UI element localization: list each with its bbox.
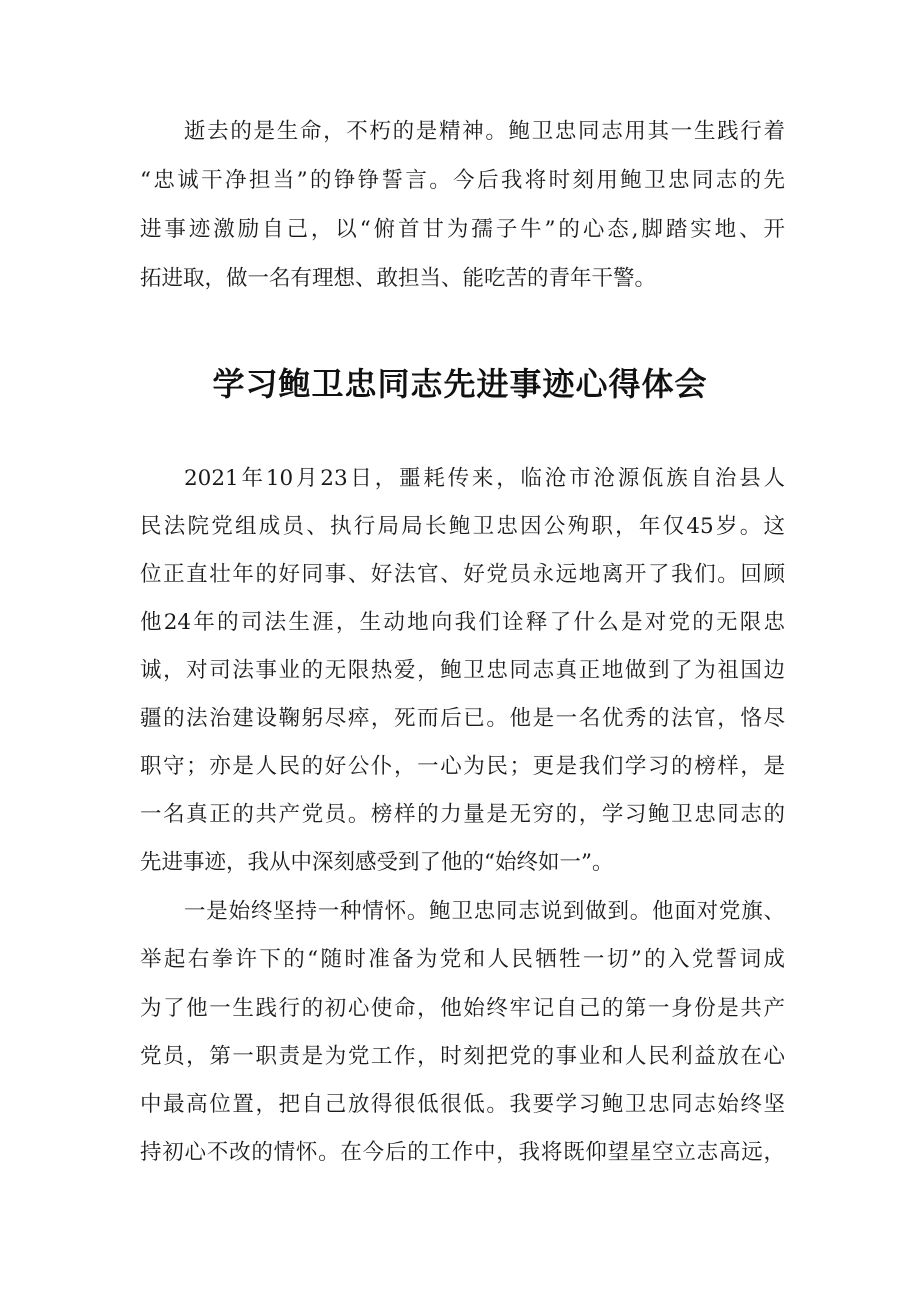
article-title: 学习鲍卫忠同志先进事迹心得体会 bbox=[212, 365, 708, 403]
intro-line: “忠诚干净担当”的铮铮誓言。今后我将时刻用鲍卫忠同志的先 bbox=[140, 168, 785, 193]
paragraph-line: 位正直壮年的好同事、好法官、好党员永远地离开了我们。回顾 bbox=[140, 562, 785, 587]
paragraph-line: 一是始终坚持一种情怀。鲍卫忠同志说到做到。他面对党旗、 bbox=[184, 899, 785, 924]
paragraph-line: 2021年10月23日，噩耗传来，临沧市沧源佤族自治县人 bbox=[184, 466, 785, 491]
paragraph-line: 民法院党组成员、执行局局长鲍卫忠因公殉职，年仅45岁。这 bbox=[140, 514, 785, 539]
intro-line: 进事迹激励自己，以“俯首甘为孺子牛”的心态,脚踏实地、开 bbox=[140, 217, 785, 242]
paragraph-line: 一名真正的共产党员。榜样的力量是无穷的，学习鲍卫忠同志的 bbox=[140, 802, 785, 827]
paragraph-line: 举起右拳许下的“随时准备为党和人民牺牲一切”的入党誓词成 bbox=[140, 947, 785, 972]
intro-line: 逝去的是生命，不朽的是精神。鲍卫忠同志用其一生践行着 bbox=[184, 119, 785, 144]
paragraph-line: 先进事迹，我从中深刻感受到了他的“始终如一”。 bbox=[140, 850, 614, 875]
paragraph-line: 他24年的司法生涯，生动地向我们诠释了什么是对党的无限忠 bbox=[140, 610, 785, 635]
paragraph-line: 疆的法治建设鞠躬尽瘁，死而后已。他是一名优秀的法官，恪尽 bbox=[140, 706, 785, 731]
paragraph-line: 职守；亦是人民的好公仆，一心为民；更是我们学习的榜样，是 bbox=[140, 754, 785, 779]
paragraph-line: 持初心不改的情怀。在今后的工作中，我将既仰望星空立志高远， bbox=[140, 1140, 785, 1165]
paragraph-line: 中最高位置，把自己放得很低很低。我要学习鲍卫忠同志始终坚 bbox=[140, 1092, 785, 1117]
paragraph-line: 为了他一生践行的初心使命，他始终牢记自己的第一身份是共产 bbox=[140, 996, 785, 1021]
intro-line: 拓进取，做一名有理想、敢担当、能吃苦的青年干警。 bbox=[140, 266, 657, 291]
paragraph-line: 党员，第一职责是为党工作，时刻把党的事业和人民利益放在心 bbox=[140, 1044, 785, 1069]
paragraph-line: 诚，对司法事业的无限热爱，鲍卫忠同志真正地做到了为祖国边 bbox=[140, 658, 785, 683]
